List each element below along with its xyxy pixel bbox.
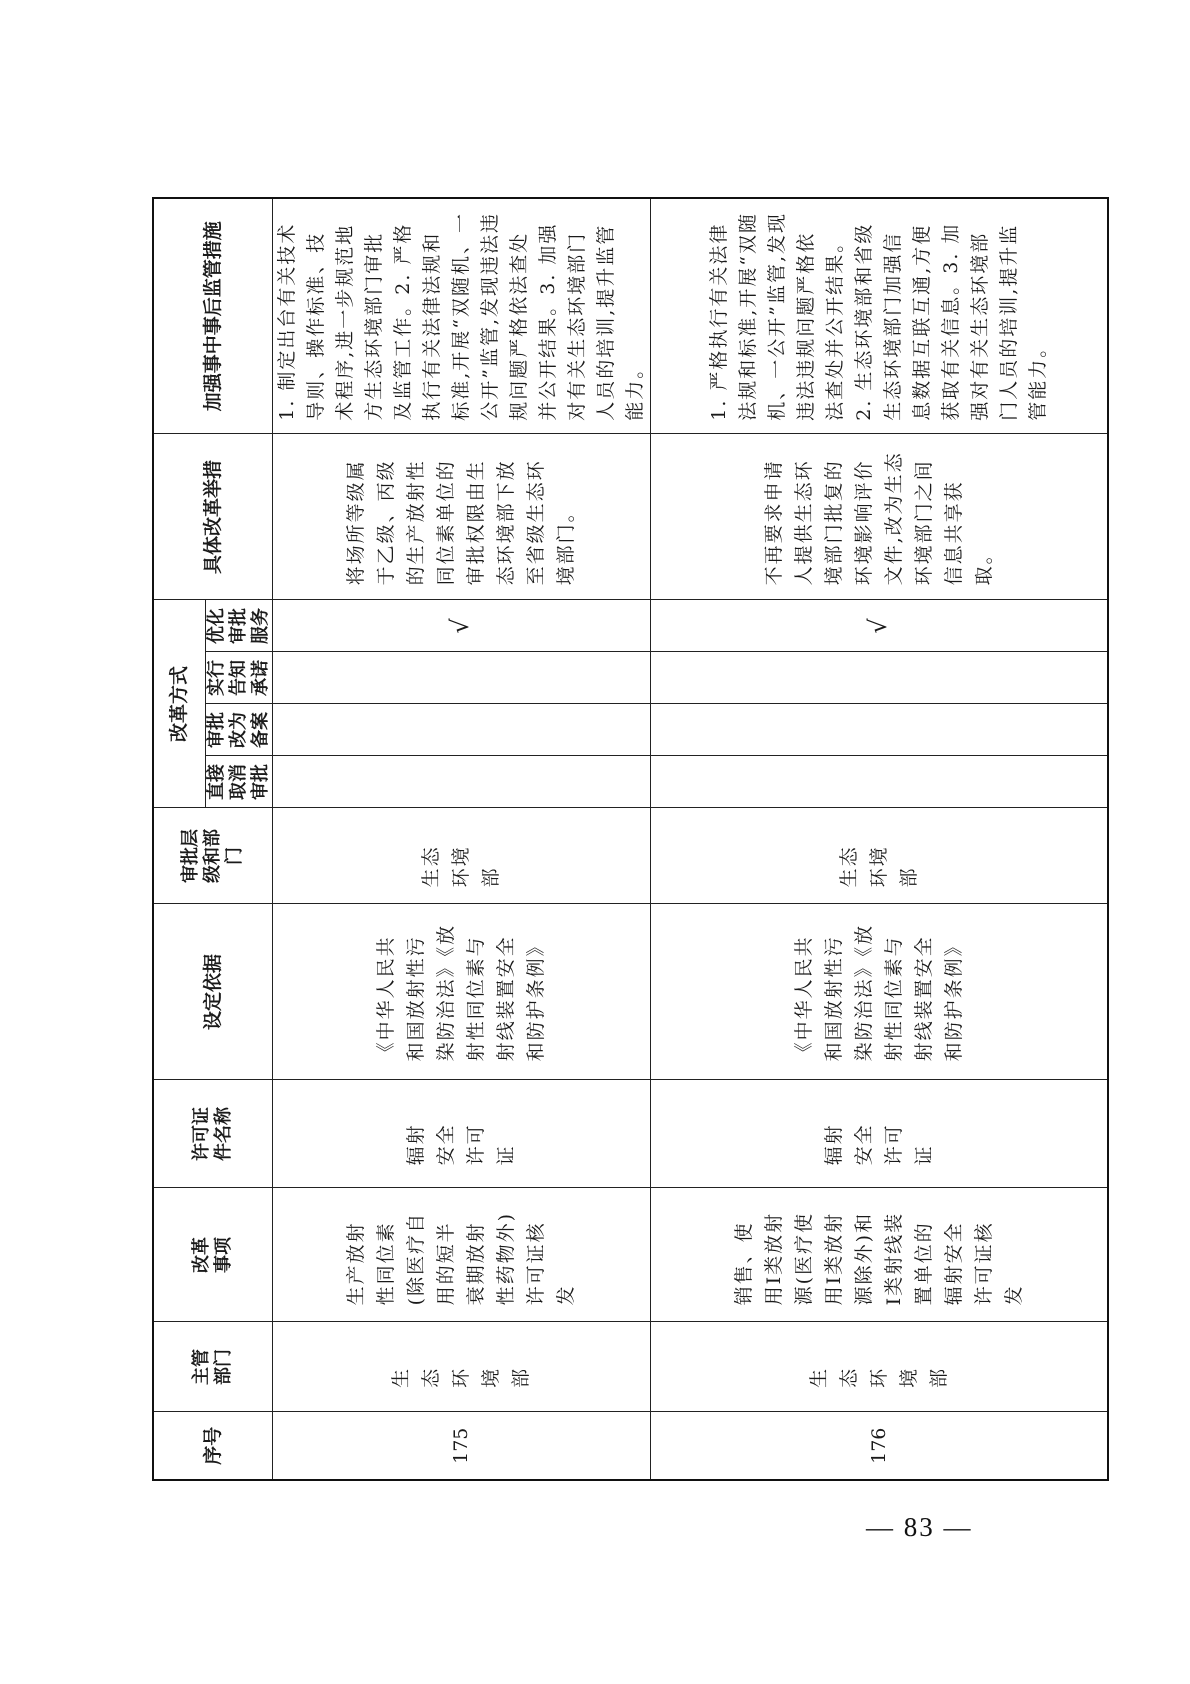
- cell-measures: 不再要求申请人提供生态环境部门批复的环境影响评价文件,改为生态环境部门之间信息共享获取。: [650, 434, 1108, 600]
- cell-method-notify: [272, 652, 650, 704]
- page-number: — 83 —: [866, 1512, 973, 1542]
- cell-method-optimize: [650, 600, 1108, 652]
- header-method-notify: 实行告知承诺: [205, 652, 272, 704]
- cell-method-notify: [650, 652, 1108, 704]
- header-measures: 具体改革举措: [153, 434, 272, 600]
- header-method-filing: 审批改为备案: [205, 704, 272, 756]
- rotated-table-sheet: [152, 205, 1049, 1481]
- cell-measures: 将场所等级属于乙级、丙级的生产放射性同位素单位的审批权限由生态环境部下放至省级生态环境部门。: [272, 434, 650, 600]
- cell-supervision: 1. 制定出台有关技术导则、操作标准、技术程序,进一步规范地方生态环境部门审批及监管工作。2. 严格执行有关法律法规和标准,开展“双随机、一公开”监管,发现违法违规问题严格依法查处并公开结果。3. 加强对有关生态环境部门人员的培训,提升监管能力。: [272, 198, 650, 434]
- check-mark: √: [863, 618, 892, 634]
- header-basis: 设定依据: [153, 904, 272, 1080]
- cell-item: 生产放射性同位素(除医疗自用的短半衰期放射性药物外)许可证核发: [272, 1188, 650, 1322]
- header-method-group: 改革方式: [153, 600, 205, 808]
- table-row: [272, 198, 650, 1480]
- check-mark: √: [446, 618, 474, 634]
- cell-method-cancel: [650, 756, 1108, 808]
- cell-basis: 《中华人民共和国放射性污染防治法》《放射性同位素与射线装置安全和防护条例》: [650, 904, 1108, 1080]
- cell-dept: 生态环境部: [272, 1322, 650, 1412]
- header-license: 许可证件名称: [153, 1080, 272, 1188]
- cell-license: 辐射安全许可证: [650, 1080, 1108, 1188]
- cell-method-optimize: [272, 600, 650, 652]
- header-row-top: [153, 198, 205, 1480]
- cell-method-filing: [650, 704, 1108, 756]
- header-dept: 主管部门: [153, 1322, 272, 1412]
- cell-method-cancel: [272, 756, 650, 808]
- header-method-optimize: 优化审批服务: [205, 600, 272, 652]
- cell-item: 销售、使用Ⅰ类放射源(医疗使用Ⅰ类放射源除外)和Ⅰ类射线装置单位的辐射安全许可证核发: [650, 1188, 1108, 1322]
- header-method-cancel: 直接取消审批: [205, 756, 272, 808]
- cell-level: 生态环境部: [650, 808, 1108, 904]
- cell-basis: 《中华人民共和国放射性污染防治法》《放射性同位素与射线装置安全和防护条例》: [272, 904, 650, 1080]
- cell-seq: 175: [272, 1412, 650, 1480]
- cell-method-filing: [272, 704, 650, 756]
- cell-seq: 176: [650, 1412, 1108, 1480]
- header-level: 审批层级和部门: [153, 808, 272, 904]
- header-supervision: 加强事中事后监管措施: [153, 198, 272, 434]
- table-row: [650, 198, 1108, 1480]
- cell-supervision: 1. 严格执行有关法律法规和标准,开展“双随机、一公开”监管,发现违法违规问题严格依法查处并公开结果。2. 生态环境部和省级生态环境部门加强信息数据互联互通,方便获取有关信息。3. 加强对有关生态环境部门人员的培训,提升监管能力。: [650, 198, 1108, 434]
- header-item: 改革事项: [153, 1188, 272, 1322]
- cell-level: 生态环境部: [272, 808, 650, 904]
- cell-license: 辐射安全许可证: [272, 1080, 650, 1188]
- cell-dept: 生态环境部: [650, 1322, 1108, 1412]
- header-seq: 序号: [153, 1412, 272, 1480]
- reform-table: [152, 197, 1109, 1481]
